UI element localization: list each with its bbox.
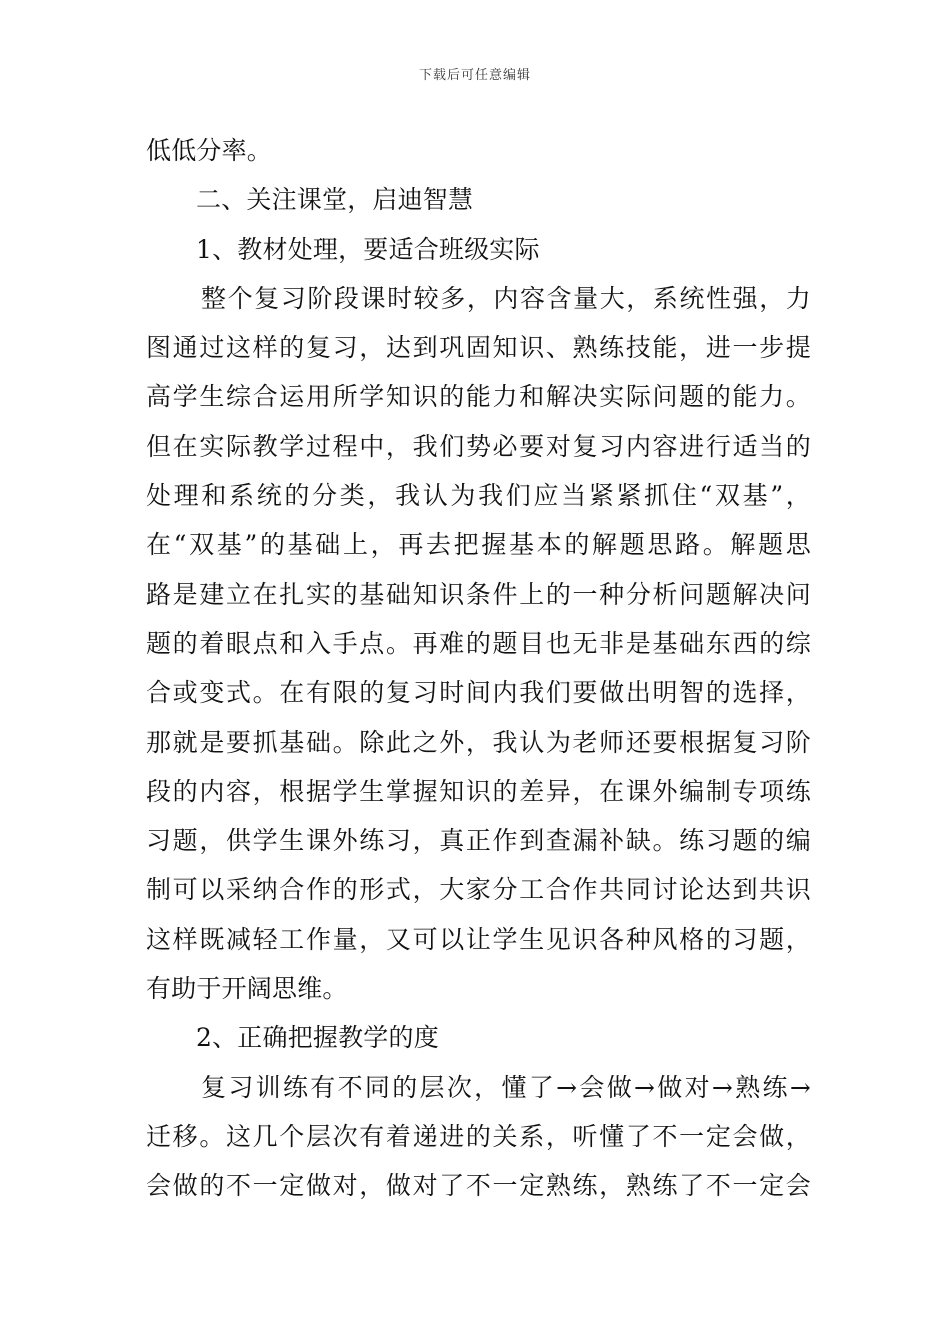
document-body: [146, 126, 811, 1211]
text-line: 制可以采纳合作的形式，大家分工合作共同讨论达到共识: [146, 875, 811, 905]
text-line: 图通过这样的复习，达到巩固知识、熟练技能，进一步提: [146, 333, 811, 363]
text-line: 但在实际教学过程中，我们势必要对复习内容进行适当的: [146, 431, 811, 461]
text-line: 合或变式。在有限的复习时间内我们要做出明智的选择，: [146, 678, 811, 708]
text-line: 习题，供学生课外练习，真正作到查漏补缺。练习题的编: [146, 826, 811, 856]
section-heading: 1、教材处理，要适合班级实际: [196, 234, 540, 264]
text-line: 路是建立在扎实的基础知识条件上的一种分析问题解决问: [146, 579, 811, 609]
text-line: 题的着眼点和入手点。再难的题目也无非是基础东西的综: [146, 628, 811, 658]
section-heading: 2、正确把握教学的度: [196, 1023, 439, 1053]
text-line: 迁移。这几个层次有着递进的关系，听懂了不一定会做，: [146, 1121, 811, 1151]
text-line: 低低分率。: [146, 136, 273, 165]
text-line: 高学生综合运用所学知识的能力和解决实际问题的能力。: [146, 382, 811, 412]
section-heading: 二、关注课堂，启迪智慧: [196, 185, 474, 215]
text-line: 段的内容，根据学生掌握知识的差异，在课外编制专项练: [146, 776, 811, 806]
text-line: 在“双基”的基础上，再去把握基本的解题思路。解题思: [146, 530, 811, 560]
text-line: 处理和系统的分类，我认为我们应当紧紧抓住“双基”，: [146, 481, 811, 511]
text-line: 复习训练有不同的层次，懂了→会做→做对→熟练→: [201, 1072, 811, 1102]
text-line: 有助于开阔思维。: [146, 974, 348, 1004]
text-line: 这样既减轻工作量，又可以让学生见识各种风格的习题，: [146, 924, 811, 954]
text-line: 会做的不一定做对，做对了不一定熟练，熟练了不一定会: [146, 1171, 811, 1201]
text-line: 整个复习阶段课时较多，内容含量大，系统性强，力: [201, 283, 811, 313]
text-line: 那就是要抓基础。除此之外，我认为老师还要根据复习阶: [146, 727, 811, 757]
page-header: 下载后可任意编辑: [418, 68, 531, 83]
